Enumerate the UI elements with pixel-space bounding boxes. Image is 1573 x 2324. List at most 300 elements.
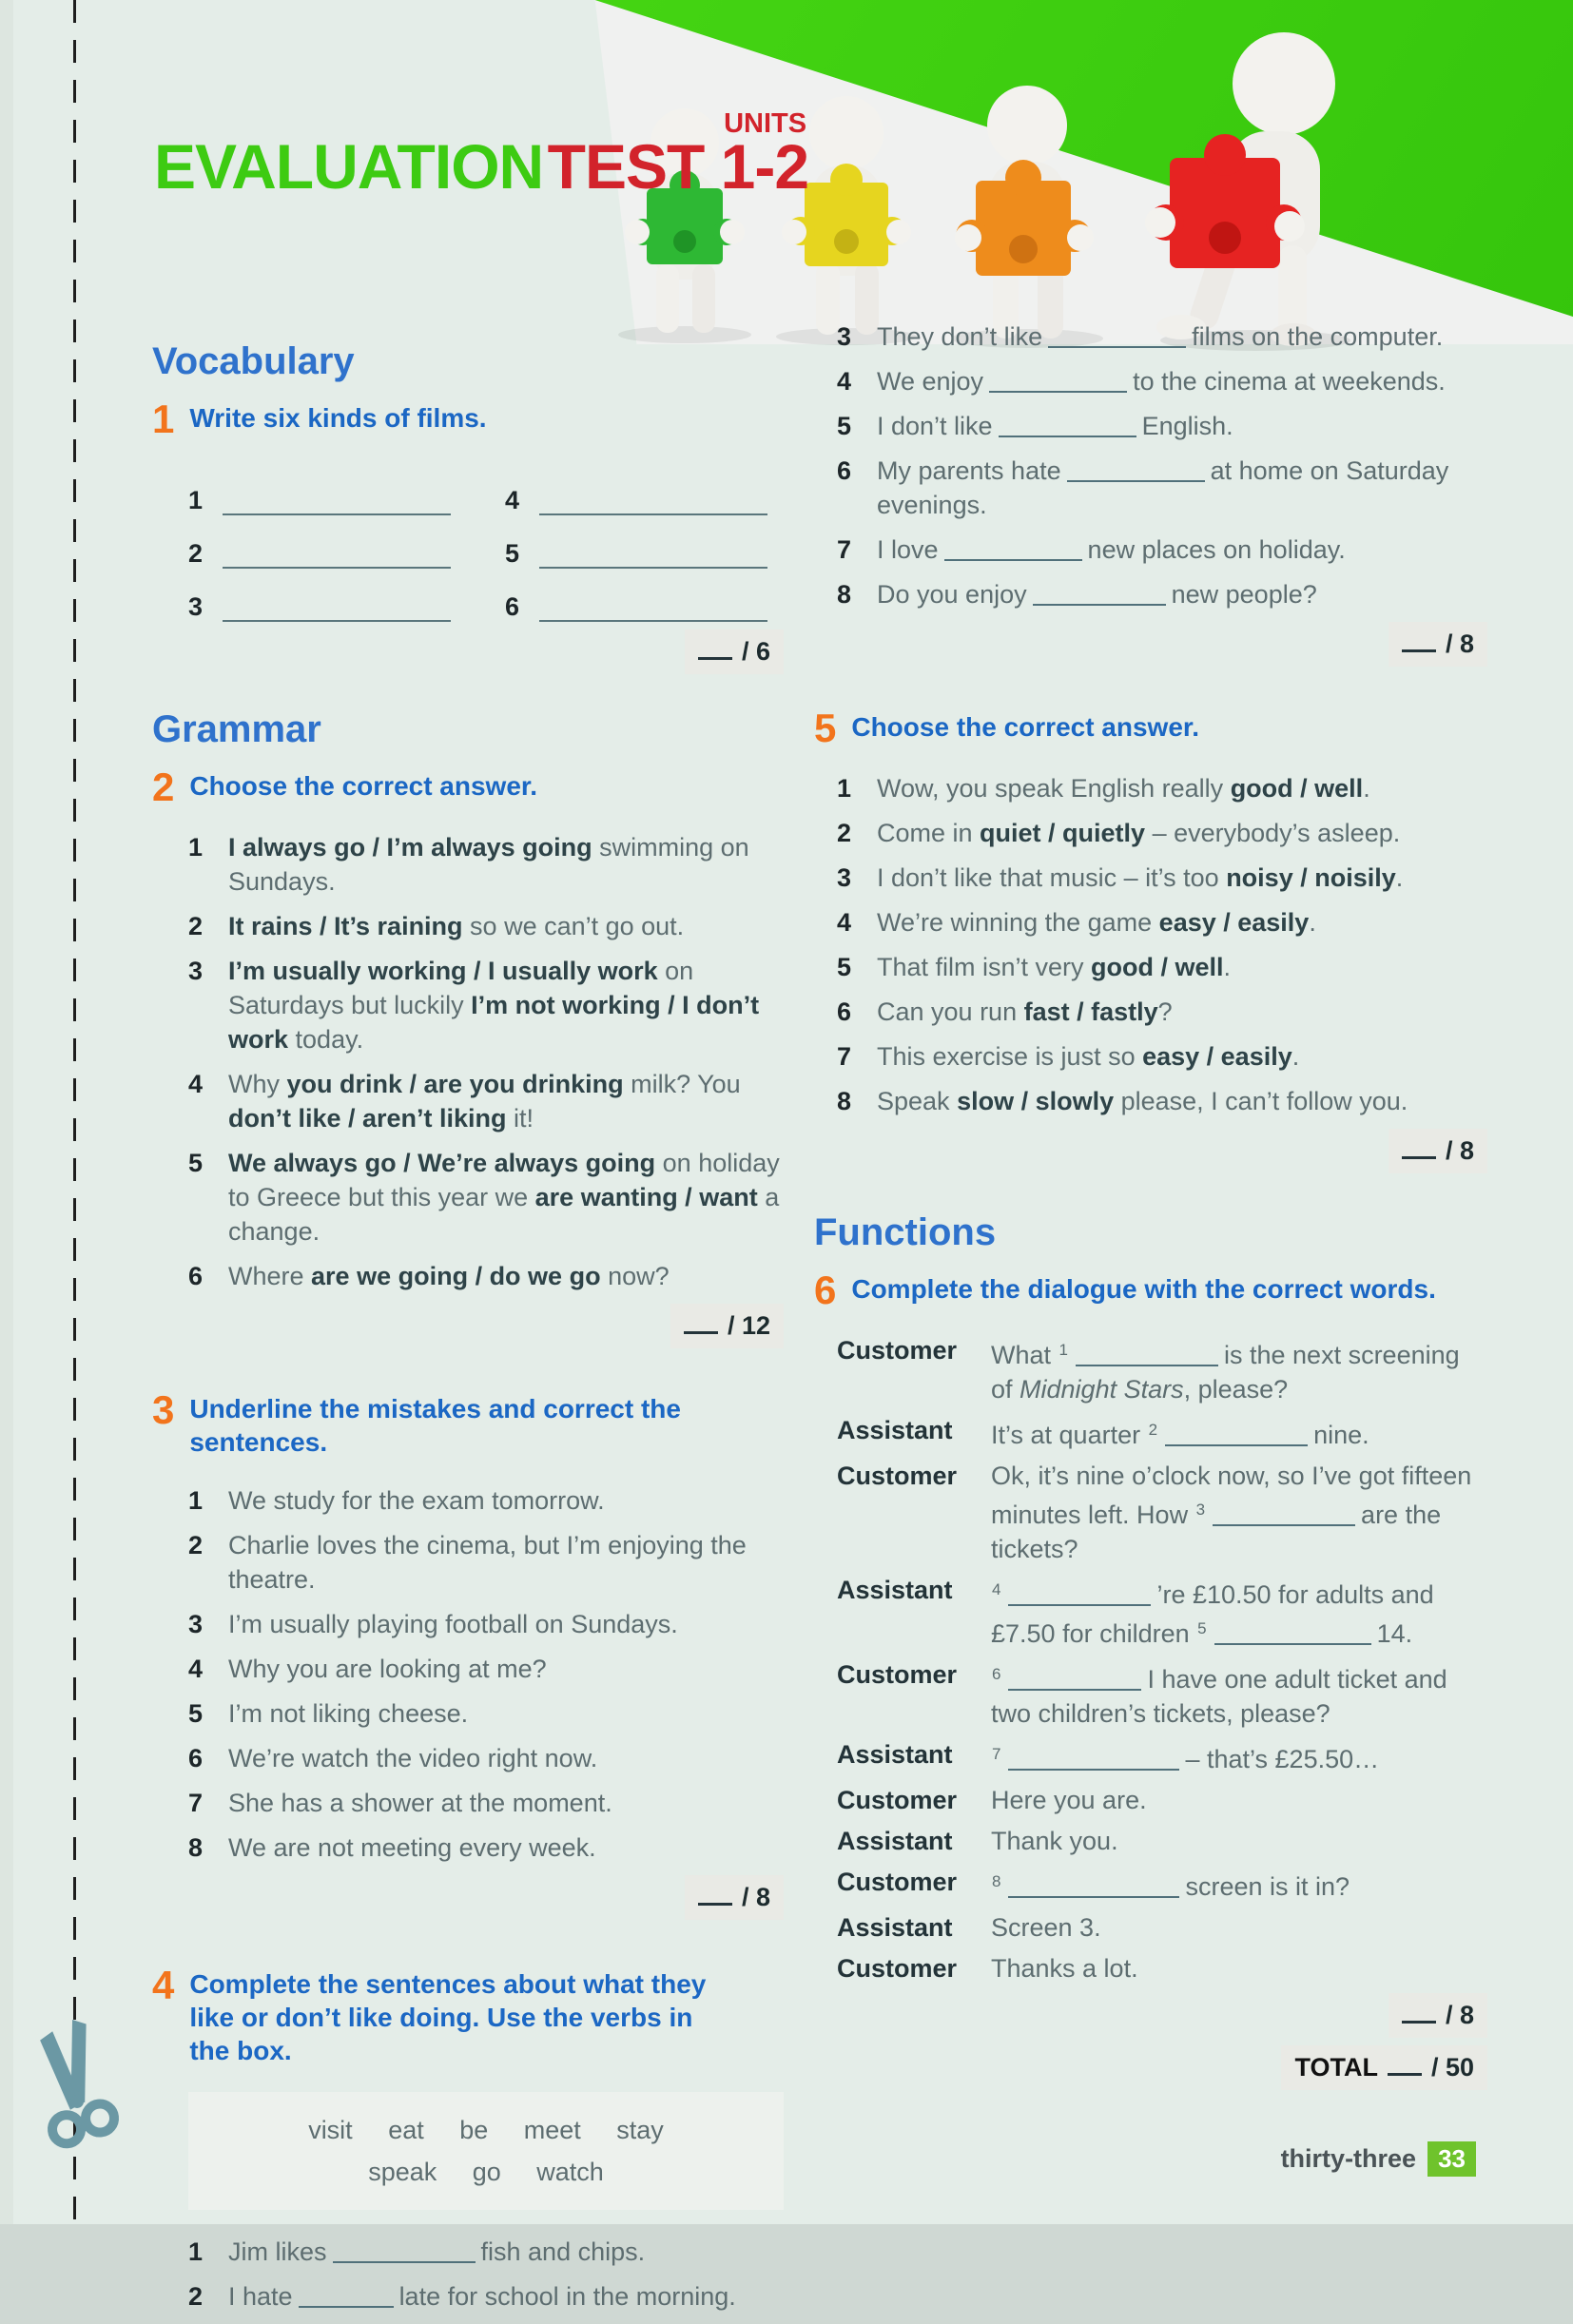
text-segment: easy / easily (1158, 907, 1310, 937)
dialogue-line (837, 1783, 1487, 1817)
exercise4-items-left (188, 2235, 784, 2314)
exercise4-number: 4 (152, 1962, 175, 2007)
score-box-ex4 (1389, 622, 1487, 667)
exercise3-header (152, 1386, 784, 1459)
text-segment: new places on holiday. (1087, 535, 1346, 564)
page-edge (0, 0, 13, 2224)
exercise-item (188, 1483, 784, 1518)
exercise6-header (814, 1267, 1487, 1312)
text-segment: 14. (1376, 1618, 1413, 1648)
dialogue-line (837, 1333, 1487, 1406)
text-segment: I’m not liking cheese. (228, 1698, 469, 1728)
dialogue-speaker: Assistant (837, 1912, 953, 1942)
text-segment: She has a shower at the moment. (228, 1788, 612, 1817)
exercise3-instruction: Underline the mistakes and correct the sentences. (189, 1393, 681, 1457)
item-number: 2 (188, 2281, 204, 2311)
dialogue-line (837, 1573, 1487, 1651)
text-segment: Why you are looking at me? (228, 1654, 547, 1683)
item-text (877, 533, 1487, 567)
dialogue-speaker: Customer (837, 1785, 958, 1814)
blank-superscript-number: 4 (992, 1579, 1001, 1598)
blank-number: 4 (505, 485, 520, 514)
text-segment: now? (600, 1261, 670, 1290)
item-number: 7 (837, 535, 852, 564)
text-segment: Can you run (877, 997, 1024, 1026)
item-number: 3 (837, 862, 852, 892)
fill-in-blank (1214, 1620, 1371, 1645)
blank-superscript-number: 7 (992, 1744, 1001, 1763)
text-segment: Thanks a lot. (991, 1953, 1138, 1983)
text-segment: They don’t like (877, 322, 1043, 351)
fill-in-blank (1008, 1873, 1179, 1898)
text-segment: today. (288, 1024, 364, 1054)
text-segment: – everybody’s asleep. (1145, 818, 1401, 847)
text-segment: late for school in the morning. (398, 2281, 736, 2311)
cut-dashed-line (73, 0, 76, 2224)
item-number: 3 (188, 956, 204, 985)
grammar-heading: Grammar (152, 707, 321, 750)
blank-superscript-number: 1 (1058, 1340, 1068, 1359)
item-text (991, 1865, 1487, 1904)
dialogue-line (837, 1865, 1487, 1904)
item-text (228, 1483, 784, 1518)
item-text (877, 861, 1487, 895)
item-text (228, 1741, 784, 1775)
page-number-word: thirty-three (1280, 2144, 1417, 2173)
exercise-item (837, 905, 1487, 939)
score-blank-line (684, 1312, 718, 1334)
exercise-item (837, 1084, 1487, 1118)
exercise4-instruction: Complete the sentences about what they like or don’t like doing. Use the verbs in the box. (189, 1968, 707, 2065)
item-text (228, 954, 784, 1056)
score-max: / 6 (741, 636, 770, 666)
item-text (228, 1067, 784, 1135)
text-segment: I’m not working / I don’t work (228, 990, 760, 1054)
text-segment: . (1223, 952, 1232, 981)
score-box-ex2 (670, 1304, 784, 1348)
text-segment: at home on Saturday evenings. (877, 456, 1449, 519)
exercise-item (837, 950, 1487, 984)
exercise5-number: 5 (814, 706, 837, 750)
answer-blank (223, 588, 451, 622)
text-segment: good / well (1230, 773, 1364, 803)
text-segment: . (1395, 862, 1404, 892)
text-segment: good / well (1091, 952, 1224, 981)
item-number: 4 (837, 367, 852, 396)
exercise2-items (188, 830, 784, 1293)
exercise5-instruction: Choose the correct answer. (851, 712, 1200, 742)
exercise6-number: 6 (814, 1267, 837, 1312)
item-text (991, 1413, 1487, 1452)
item-number: 7 (188, 1788, 204, 1817)
exercise-item (188, 1696, 784, 1731)
title-evaluation: EVALUATION (154, 131, 544, 202)
item-text (877, 364, 1487, 398)
text-segment: Why (228, 1069, 287, 1098)
page-footer (1281, 2141, 1476, 2177)
text-segment: . (1309, 907, 1316, 937)
item-number: 1 (188, 832, 204, 862)
text-segment: , please? (1183, 1374, 1289, 1404)
exercise4-items-right (837, 320, 1487, 611)
dialogue-speaker: Customer (837, 1953, 958, 1983)
item-text (228, 1786, 784, 1820)
item-number: 7 (837, 1041, 852, 1071)
text-segment: ? (1157, 997, 1173, 1026)
units-label: UNITS (724, 108, 807, 139)
dialogue-line (837, 1657, 1487, 1731)
exercise-item (188, 1528, 784, 1597)
score-max: / 8 (741, 1882, 770, 1911)
item-text (877, 816, 1487, 850)
exercise-item (188, 1830, 784, 1865)
total-score-box (1281, 2045, 1487, 2090)
text-segment: new people? (1171, 580, 1317, 609)
dialogue-speaker: Customer (837, 1867, 958, 1896)
exercise-item (837, 533, 1487, 567)
item-number: 2 (188, 911, 204, 940)
item-text (991, 1824, 1487, 1858)
text-segment: Speak (877, 1086, 958, 1115)
exercise-item (188, 1741, 784, 1775)
text-segment: It rains / It’s raining (228, 911, 463, 940)
text-segment: on Saturdays but luckily (228, 956, 694, 1019)
text-segment: I love (877, 535, 939, 564)
text-segment: Screen 3. (991, 1912, 1101, 1942)
item-text (228, 2279, 784, 2314)
text-segment: nine. (1313, 1420, 1369, 1449)
score-blank-line (698, 1884, 732, 1906)
item-text (877, 1084, 1487, 1118)
text-segment: fast / fastly (1023, 997, 1158, 1026)
text-segment: you drink / are you drinking (286, 1069, 624, 1098)
text-segment: Midnight Stars (1020, 1374, 1184, 1404)
text-segment: What (991, 1340, 1058, 1369)
text-segment: We enjoy (877, 367, 984, 396)
dialogue-line (837, 1910, 1487, 1945)
dialogue-speaker: Assistant (837, 1826, 953, 1855)
item-text (877, 950, 1487, 984)
answer-blank (539, 481, 767, 515)
item-text (877, 577, 1487, 611)
score-blank-line (698, 638, 732, 660)
exercise-item (837, 320, 1487, 354)
item-number: 5 (837, 952, 852, 981)
fill-in-blank (944, 536, 1082, 561)
verb-box-line1: visit eat be meet stay (308, 2115, 664, 2144)
text-segment: That film isn’t very (877, 952, 1092, 981)
text-segment: I don’t like (877, 412, 993, 440)
item-number: 4 (188, 1069, 204, 1098)
answer-row (505, 515, 784, 569)
dialogue-speaker: Assistant (837, 1415, 953, 1444)
text-segment: fish and chips. (480, 2237, 646, 2266)
item-text (228, 830, 784, 899)
item-text (228, 1528, 784, 1597)
answer-row (505, 462, 784, 515)
score-max: / 8 (1445, 1135, 1474, 1165)
exercise-item (188, 830, 784, 899)
item-number: 5 (188, 1148, 204, 1177)
score-box-ex3 (685, 1875, 784, 1920)
item-text (991, 1910, 1487, 1945)
item-number: 1 (188, 1485, 204, 1515)
item-text (228, 1652, 784, 1686)
score-box-ex5 (1389, 1129, 1487, 1173)
item-number: 6 (837, 456, 852, 485)
fill-in-blank (1165, 1422, 1308, 1446)
text-segment: it! (506, 1103, 534, 1133)
fill-in-blank (1067, 457, 1205, 482)
text-segment: We are not meeting every week. (228, 1832, 596, 1862)
text-segment: to the cinema at weekends. (1133, 367, 1446, 396)
exercise-item (837, 364, 1487, 398)
verb-word-box (188, 2092, 784, 2210)
fill-in-blank (1008, 1746, 1179, 1771)
text-segment: swimming on Sundays. (228, 832, 749, 896)
answer-blank (539, 588, 767, 622)
dialogue-line (837, 1459, 1487, 1566)
item-number: 6 (188, 1743, 204, 1772)
item-text (991, 1737, 1487, 1776)
item-text (877, 320, 1487, 354)
item-number: 5 (188, 1698, 204, 1728)
item-text (991, 1657, 1487, 1731)
exercise-item (188, 909, 784, 943)
exercise2-number: 2 (152, 764, 175, 809)
item-text (991, 1333, 1487, 1406)
text-segment: . (1363, 773, 1370, 803)
text-segment: – that’s £25.50… (1185, 1744, 1380, 1773)
item-number: 8 (837, 580, 852, 609)
item-text (991, 1783, 1487, 1817)
exercise-item (837, 577, 1487, 611)
page-title (154, 108, 809, 202)
score-blank-line (1402, 1137, 1436, 1159)
item-text (228, 1830, 784, 1865)
exercise-item (188, 2279, 784, 2314)
text-segment: I’m usually playing football on Sundays. (228, 1609, 678, 1638)
ex1-answer-blanks (188, 462, 784, 622)
exercise-item (837, 409, 1487, 443)
dialogue-line (837, 1951, 1487, 1985)
score-max: / 8 (1445, 2000, 1474, 2029)
item-number: 3 (188, 1609, 204, 1638)
text-segment: Come in (877, 818, 981, 847)
item-text (877, 1039, 1487, 1074)
item-number: 5 (837, 412, 852, 440)
text-segment: Jim likes (228, 2237, 327, 2266)
exercise-item (837, 861, 1487, 895)
text-segment: Charlie loves the cinema, but I’m enjoying the theatre. (228, 1530, 747, 1594)
item-number: 4 (188, 1654, 204, 1683)
item-number: 2 (837, 818, 852, 847)
blank-number: 2 (188, 538, 204, 568)
blank-number: 1 (188, 485, 204, 514)
item-number: 6 (837, 997, 852, 1026)
total-label: TOTAL (1294, 2052, 1378, 2082)
exercise6-dialogue (837, 1333, 1487, 1985)
text-segment: easy / easily (1142, 1041, 1292, 1071)
exercise-item (837, 995, 1487, 1029)
dialogue-line (837, 1413, 1487, 1452)
fill-in-blank (1048, 323, 1186, 348)
text-segment: Do you enjoy (877, 580, 1027, 609)
blank-number: 3 (188, 591, 204, 621)
item-text (877, 905, 1487, 939)
answer-row (505, 569, 784, 622)
fill-in-blank (989, 368, 1127, 393)
title-test: TEST 1-2 (547, 131, 809, 202)
text-segment: . (1291, 1041, 1300, 1071)
item-text (991, 1459, 1487, 1566)
exercise-item (837, 816, 1487, 850)
blank-superscript-number: 6 (992, 1664, 1001, 1683)
text-segment: slow / slowly (957, 1086, 1115, 1115)
text-segment: I don’t like that music – it’s too (877, 862, 1227, 892)
item-text (877, 771, 1487, 805)
item-number: 8 (837, 1086, 852, 1115)
text-segment: on holiday to Greece but this year we (228, 1148, 780, 1211)
item-text (877, 409, 1487, 443)
item-text (877, 454, 1487, 522)
score-blank-line (1402, 2002, 1436, 2024)
exercise1-number: 1 (152, 397, 175, 441)
fill-in-blank (1008, 1581, 1151, 1606)
item-text (228, 1146, 784, 1249)
score-blank-line (1388, 2054, 1422, 2076)
text-segment: don’t like / aren’t liking (228, 1103, 507, 1133)
item-number: 1 (837, 773, 852, 803)
text-segment: screen is it in? (1185, 1871, 1350, 1901)
dialogue-speaker: Customer (837, 1659, 958, 1689)
item-number: 6 (188, 1261, 204, 1290)
score-max: / 8 (1445, 629, 1474, 658)
text-segment: We study for the exam tomorrow. (228, 1485, 605, 1515)
blank-number: 5 (505, 538, 520, 568)
text-segment: quiet / quietly (980, 818, 1146, 847)
functions-heading: Functions (814, 1210, 997, 1253)
scissors-icon (19, 2016, 133, 2159)
exercise1-header (152, 397, 784, 441)
exercise-item (188, 1146, 784, 1249)
text-segment: Thank you. (991, 1826, 1118, 1855)
exercise3-items (188, 1483, 784, 1865)
answer-row (188, 462, 467, 515)
fill-in-blank (999, 413, 1136, 437)
vocabulary-heading: Vocabulary (152, 340, 355, 382)
blank-number: 6 (505, 591, 520, 621)
text-segment: is the next screening of (991, 1340, 1460, 1404)
answer-blank (223, 481, 451, 515)
text-segment: are wanting / want (534, 1182, 758, 1211)
text-segment: Ok, it’s nine o’clock now, so I’ve got fifteen minutes left. How (991, 1461, 1472, 1529)
item-number: 2 (188, 1530, 204, 1559)
text-segment: please, I can’t follow you. (1114, 1086, 1408, 1115)
text-segment: We’re winning the game (877, 907, 1159, 937)
dialogue-line (837, 1737, 1487, 1776)
dialogue-speaker: Assistant (837, 1575, 953, 1604)
dialogue-line (837, 1824, 1487, 1858)
verb-box-line2: speak go watch (368, 2157, 604, 2186)
blank-superscript-number: 8 (992, 1871, 1001, 1890)
text-segment: It’s at quarter (991, 1420, 1148, 1449)
text-segment: so we can’t go out. (462, 911, 685, 940)
exercise6-instruction: Complete the dialogue with the correct words. (851, 1273, 1436, 1304)
exercise2-instruction: Choose the correct answer. (189, 770, 538, 801)
total-score-max: / 50 (1430, 2052, 1474, 2082)
text-segment: Here you are. (991, 1785, 1147, 1814)
item-text (228, 909, 784, 943)
text-segment: noisy / noisily (1226, 862, 1396, 892)
fill-in-blank (1213, 1501, 1355, 1526)
right-column (814, 320, 1487, 2090)
score-blank-line (1402, 630, 1436, 652)
exercise5-header (814, 706, 1487, 750)
answer-row (188, 569, 467, 622)
blank-superscript-number: 5 (1197, 1618, 1207, 1637)
exercise-item (188, 1652, 784, 1686)
text-segment: ’re £10.50 for adults and £7.50 for children (991, 1579, 1434, 1648)
exercise3-number: 3 (152, 1386, 175, 1432)
answer-blank (223, 534, 451, 569)
exercise-item (188, 1786, 784, 1820)
item-text (991, 1951, 1487, 1985)
blank-superscript-number: 2 (1148, 1420, 1158, 1439)
text-segment: Where (228, 1261, 312, 1290)
item-text (228, 1607, 784, 1641)
exercise4-header (152, 1962, 784, 2067)
exercise-item (188, 1067, 784, 1135)
item-number: 3 (837, 322, 852, 351)
exercise5-items (837, 771, 1487, 1118)
text-segment: Wow, you speak English really (877, 773, 1231, 803)
item-number: 8 (188, 1832, 204, 1862)
text-segment: I hate (228, 2281, 293, 2311)
item-number: 4 (837, 907, 852, 937)
blank-superscript-number: 3 (1195, 1500, 1206, 1519)
answer-blank (539, 534, 767, 569)
text-segment: I always go / I’m always going (228, 832, 592, 862)
dialogue-speaker: Assistant (837, 1739, 953, 1769)
text-segment: films on the computer. (1192, 322, 1444, 351)
text-segment: English. (1141, 412, 1233, 440)
text-segment: I’m usually working / I usually work (228, 956, 658, 985)
item-text (228, 2235, 784, 2269)
text-segment: milk? You (623, 1069, 741, 1098)
text-segment: This exercise is just so (877, 1041, 1143, 1071)
exercise2-header (152, 764, 784, 809)
dialogue-speaker: Customer (837, 1461, 958, 1490)
left-column (152, 340, 784, 2324)
dialogue-speaker: Customer (837, 1335, 958, 1365)
text-segment: I have one adult ticket and two children’s tickets, please? (991, 1664, 1447, 1728)
score-box-ex1 (685, 629, 784, 674)
text-segment: are the tickets? (991, 1500, 1442, 1563)
exercise-item (188, 954, 784, 1056)
item-text (991, 1573, 1487, 1651)
exercise-item (188, 1607, 784, 1641)
exercise-item (188, 1259, 784, 1293)
text-segment: We always go / We’re always going (228, 1148, 656, 1177)
exercise-item (188, 2235, 784, 2269)
item-text (877, 995, 1487, 1029)
score-box-ex6 (1389, 1993, 1487, 2038)
item-number: 1 (188, 2237, 204, 2266)
fill-in-blank (1008, 1666, 1141, 1691)
exercise1-instruction: Write six kinds of films. (189, 403, 487, 433)
item-text (228, 1696, 784, 1731)
